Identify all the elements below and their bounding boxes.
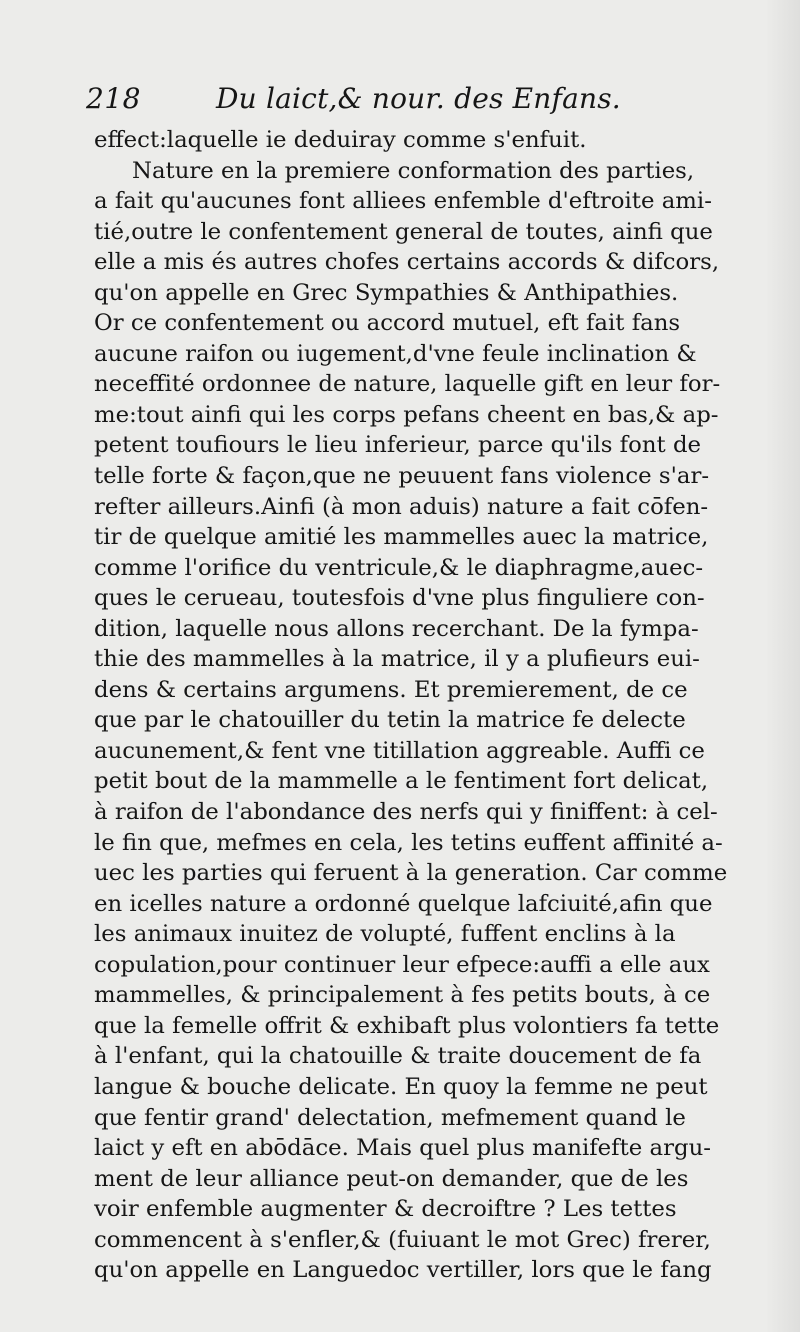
text-line: ment de leur alliance peut-on demander, que de les: [94, 1165, 689, 1192]
text-line: qu'on appelle en Grec Sympathies & Anthipathies.: [94, 279, 679, 306]
text-line: en icelles nature a ordonné quelque lafciuité,afin que: [94, 890, 713, 917]
text-line: à l'enfant, qui la chatouille & traite doucement de fa: [94, 1043, 702, 1070]
text-line: telle forte & façon,que ne peuuent fans violence s'ar-: [94, 463, 710, 490]
text-line: thie des mammelles à la matrice, il y a plufieurs eui-: [94, 646, 700, 673]
text-line: elle a mis és autres chofes certains accords & difcors,: [94, 249, 720, 276]
text-line: aucunement,& fent vne titillation aggreable. Auffi ce: [94, 737, 705, 764]
text-line: à raifon de l'abondance des nerfs qui y finiffent: à cel-: [94, 799, 718, 826]
text-line: les animaux inuitez de volupté, fuffent enclins à la: [94, 921, 676, 948]
text-line: aucune raifon ou iugement,d'vne feule inclination &: [94, 340, 697, 367]
text-line: Nature en la premiere conformation des parties,: [132, 157, 695, 184]
page-edge-shadow: [765, 0, 800, 1332]
text-line: a fait qu'aucunes font alliees enfemble d'eftroite ami-: [94, 188, 712, 215]
text-line: uec les parties qui feruent à la generation. Car comme: [94, 860, 728, 887]
text-line: tir de quelque amitié les mammelles auec la matrice,: [94, 524, 709, 551]
running-head: Du laict,& nour. des Enfans.: [216, 82, 621, 115]
text-line: que la femelle offrit & exhibaft plus volontiers fa tette: [94, 1012, 720, 1039]
text-line: commencent à s'enfler,& (fuiuant le mot Grec) frerer,: [94, 1226, 711, 1253]
text-line: qu'on appelle en Languedoc vertiller, lors que le fang: [94, 1257, 712, 1284]
text-line: tié,outre le confentement general de toutes, ainfi que: [94, 218, 713, 245]
text-line: que par le chatouiller du tetin la matrice fe delecte: [94, 707, 686, 734]
text-line: petit bout de la mammelle a le fentiment fort delicat,: [94, 768, 709, 795]
text-line: ques le cerueau, toutesfois d'vne plus finguliere con-: [94, 585, 705, 612]
page-number: 218: [86, 82, 141, 115]
text-line: neceffité ordonnee de nature, laquelle gift en leur for-: [94, 371, 721, 398]
text-line: voir enfemble augmenter & decroiftre ? Les tettes: [94, 1196, 677, 1223]
text-line: me:tout ainfi qui les corps pefans cheent en bas,& ap-: [94, 401, 719, 428]
body-text: [94, 125, 730, 1286]
text-line: langue & bouche delicate. En quoy la femme ne peut: [94, 1073, 708, 1100]
text-line: le fin que, mefmes en cela, les tetins euffent affinité a-: [94, 829, 723, 856]
text-line: mammelles, & principalement à fes petits bouts, à ce: [94, 982, 711, 1009]
text-line: effect:laquelle ie deduiray comme s'enfuit.: [94, 127, 587, 153]
text-line: comme l'orifice du ventricule,& le diaphragme,auec-: [94, 554, 704, 581]
text-line: dens & certains argumens. Et premierement, de ce: [94, 676, 688, 703]
text-line: que fentir grand' delectation, mefmement quand le: [94, 1104, 686, 1131]
page-header: [86, 72, 726, 122]
text-line: Or ce confentement ou accord mutuel, eft fait fans: [94, 310, 681, 337]
text-line: refter ailleurs.Ainfi (à mon aduis) nature a fait cōfen-: [94, 493, 709, 520]
text-line: copulation,pour continuer leur efpece:auffi a elle aux: [94, 951, 710, 978]
text-line: petent toufiours le lieu inferieur, parce qu'ils font de: [94, 432, 702, 459]
text-line: dition, laquelle nous allons recerchant. De la fympa-: [94, 615, 699, 642]
text-line: laict y eft en abōdāce. Mais quel plus manifefte argu-: [94, 1135, 711, 1162]
